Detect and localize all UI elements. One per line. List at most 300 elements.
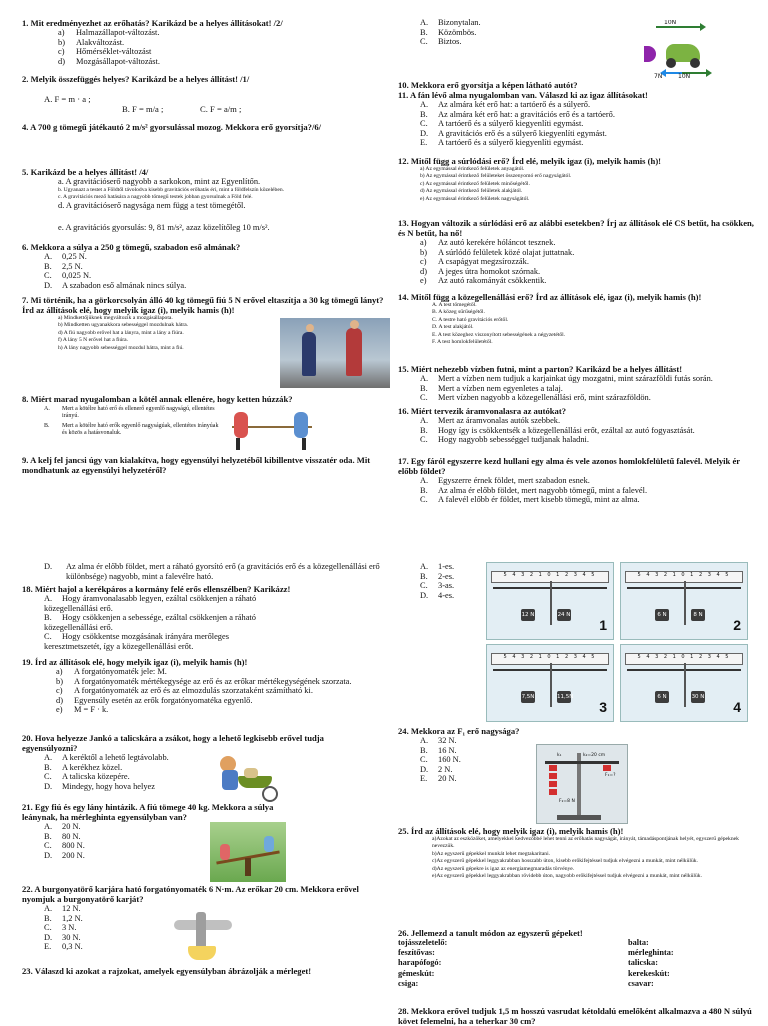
option-letter: B. (44, 913, 52, 923)
car-forces-illustration (636, 20, 716, 82)
q21-option-4 (22, 851, 392, 861)
q11-option-4 (398, 129, 758, 139)
q26-item: talicska: (628, 958, 658, 968)
option-letter: C. (44, 772, 52, 782)
q26-left-list (398, 938, 447, 989)
q6-option-2 (22, 262, 392, 272)
q11-option-5 (398, 138, 758, 148)
option-text: Hogy áramvonalasabb legyen, ezáltal csökkenjen a ráható közegellenállási erő. (44, 594, 257, 613)
question-19-options (22, 667, 392, 715)
option-letter: b) (420, 247, 427, 257)
option-text: 30 N. (62, 932, 81, 942)
option-letter: D. (420, 590, 429, 600)
option-letter: C. (44, 632, 52, 642)
option-text: Hőmérséklet-változást (76, 47, 152, 57)
question-6 (22, 242, 392, 290)
option-letter: D. (44, 781, 53, 791)
option-text: Alakváltozást. (76, 37, 125, 47)
q12-option-3: c) Az egymással érintkező felületek minőségétől. (420, 180, 530, 187)
balance-panel-4 (620, 644, 748, 722)
option-text: 20 N. (438, 774, 457, 784)
question-14 (398, 292, 758, 346)
q9-option-2 (398, 28, 658, 38)
option-letter: c) (56, 686, 63, 696)
q11-option-2 (398, 110, 758, 120)
option-text: 800 N. (62, 841, 85, 851)
q25-option-3 (398, 858, 762, 865)
tug-of-war-illustration (222, 402, 322, 452)
question-24-text: 24. Mekkora az F₁ erő nagysága? (398, 726, 520, 736)
wheelbarrow-illustration (214, 752, 282, 802)
question-16-text: 16. Miért tervezik áramvonalasra az autókat? (398, 406, 567, 416)
q26-item: kerekeskút: (628, 968, 670, 978)
option-letter: A. (420, 562, 429, 571)
option-letter: b) (432, 850, 437, 857)
option-text: A falevél előbb ér földet, mert kisebb tömegű, mint az alma. (438, 495, 640, 505)
option-text: 1-es. (438, 562, 455, 571)
option-letter: B. (420, 425, 428, 435)
weight-2: 11,5N (557, 691, 571, 703)
question-1 (22, 18, 392, 66)
option-text: 0,3 N. (62, 942, 83, 952)
ruler: 5 4 3 2 1 0 1 2 3 4 5 (625, 653, 743, 665)
q19-option-1 (22, 667, 392, 677)
car-force-top-label: 10N (664, 20, 677, 26)
option-text: A keréktől a lehető legtávolabb. (62, 753, 169, 762)
q7-option-5: h) A lány nagyobb sebességgel mozdul hátra, mint a fiú. (58, 344, 184, 351)
question-13-text: 13. Hogyan változik a súrlódási erő az alábbi esetekben? Írj az állítások elé CS betűt, ha csökken, és N betűt, ha nő! (398, 218, 754, 238)
q17-option-2 (398, 486, 762, 496)
question-21-text: 21. Egy fiú és egy lány hintázik. A fiú tömege 40 kg. Mekkora a súlya leánynak, ha mérleghinta egyensúlyban van? (22, 802, 274, 822)
option-text: A súrlódó felületek közé olajat juttatnak. (438, 247, 575, 257)
option-letter: c) (420, 257, 427, 267)
weight-1: 12 N (521, 609, 535, 621)
option-letter: C. (420, 435, 428, 445)
q14-option-2: B. A közeg sűrűségétől. (432, 309, 485, 316)
seesaw-photo (210, 822, 286, 882)
option-text: Azokat az eszközöket, amelyekkel kedvezőbbé lehet tenni az erőhatás nagyságát, irányát, támadáspontjának helyét, egyszerű gépeknek nevezzük. (432, 836, 739, 850)
q26-item: balta: (628, 938, 649, 947)
option-letter: d) (58, 56, 65, 66)
q19-option-4 (22, 696, 392, 706)
option-letter: b) (58, 37, 65, 47)
option-text: Hogy csökkenjen a sebessége, ezáltal csökkenjen a ráható közegellenállási erő. (44, 613, 256, 632)
question-9-options (398, 18, 658, 47)
option-letter: A. (44, 753, 53, 762)
option-text: A forgatónyomaték mértékegysége az erő és az erőkar mértékegységének szorzata. (74, 676, 352, 686)
q26-item: csavar: (628, 978, 654, 988)
question-4-text: 4. A 700 g tömegű játékautó 2 m/s² gyorsulással mozog. Mekkora erő gyorsítja?/6/ (22, 122, 322, 132)
question-25 (398, 826, 762, 880)
option-text: Közömbös. (438, 27, 477, 37)
q17-option-3 (398, 495, 762, 505)
option-letter: A. (420, 476, 429, 485)
q12-option-5: e) Az egymással érintkező felületek nagyságától. (420, 195, 530, 202)
q14-option-1: A. A test tömegétől. (432, 302, 477, 308)
q23-option-3 (398, 581, 478, 591)
q2-option-a: A. F = m · a ; (44, 94, 91, 104)
q5-option-b: b. Ugyanazt a testet a Földtől távolodva kisebb gravitációs erőhatás éri, mint a földfelszín közelében. (58, 186, 285, 193)
question-12-text: 12. Mitől függ a súrlódási erő? Írd elé, melyik igaz (i), melyik hamis (h)! (398, 156, 662, 166)
balance-pivot (684, 663, 686, 707)
q18-option-1 (22, 594, 282, 613)
option-letter: D. (420, 764, 429, 774)
option-text: A forgatónyomaték az erő és az elmozdulás szorzataként számítható ki. (74, 686, 313, 696)
question-21-options (22, 822, 392, 860)
q6-option-4 (22, 281, 392, 291)
option-text: Az alma ér előbb földet, mert nagyobb tömegű, mint a falevél. (438, 485, 648, 495)
option-text: 200 N. (62, 850, 85, 860)
q13-option-3 (398, 257, 762, 267)
weight-2: 8 N (691, 609, 705, 621)
option-letter: C. (420, 755, 428, 765)
weight-2: 24 N (557, 609, 571, 621)
option-letter: C. (420, 37, 428, 47)
option-text: Bizonytalan. (438, 18, 481, 27)
q6-option-1 (22, 252, 392, 262)
question-23-text: 23. Válaszd ki azokat a rajzokat, amelyek egyensúlyban ábrázolják a mérleget! (22, 966, 312, 976)
question-22-text: 22. A burgonyatörő karjára ható forgatónyomaték 6 N·m. Az erőkar 20 cm. Mekkora erővel nyomjuk a burgonyatörő karját? (22, 884, 359, 904)
option-text: 0,025 N. (62, 271, 92, 281)
q1-option-1 (22, 28, 392, 38)
question-15-options (398, 374, 762, 403)
option-text: Egyensúly esetén az erők forgatónyomatéka egyenlő. (74, 695, 253, 705)
q16-option-3 (398, 435, 762, 445)
question-19 (22, 657, 392, 715)
option-letter: E. (420, 138, 428, 148)
option-letter: A. (420, 18, 429, 27)
option-letter: B. (44, 613, 52, 623)
question-12-options (398, 166, 758, 203)
lever-k2-label: k₂=20 cm (583, 753, 606, 758)
option-letter: b) (56, 676, 63, 686)
option-text: 3 N. (62, 923, 77, 933)
question-9-text: 9. A kelj fel jancsi úgy van kialakítva, hogy egyensúlyi helyzetéből kibillentve visszatér oda. Mit mondhatunk az egyensúlyi helyzetéről? (22, 455, 371, 475)
q15-option-2 (398, 384, 762, 394)
q7-option-2: b) Mindketten ugyanakkora sebességgel mozdulnak hátra. (58, 322, 189, 329)
q11-option-1 (398, 100, 758, 110)
balance-panel-3 (486, 644, 614, 722)
option-letter: B. (44, 831, 52, 841)
option-letter: D. (44, 850, 53, 860)
option-text: A csapágyat megzsírozzák. (438, 257, 529, 267)
lever-f2-label: F₂=8 N (559, 799, 575, 804)
option-text: A jeges útra homokot szórnak. (438, 266, 541, 276)
q11-option-3 (398, 119, 758, 129)
option-text: 12 N. (62, 904, 81, 913)
q2-option-c: C. F = a/m ; (200, 104, 242, 114)
balance-pivot (550, 663, 552, 707)
car-force-left-label: 7N (654, 73, 663, 80)
question-10 (398, 80, 758, 90)
question-2-text: 2. Melyik összefüggés helyes? Karikázd be a helyes állítást! /1/ (22, 74, 250, 84)
question-15 (398, 364, 762, 403)
question-19-text: 19. Írd az állítások elé, hogy melyik igaz (i), melyik hamis (h)! (22, 657, 248, 667)
panel-number: 1 (599, 617, 607, 633)
option-letter: c) (58, 47, 65, 57)
question-15-text: 15. Miért nehezebb vízben futni, mint a parton? Karikázd be a helyes állítást! (398, 364, 683, 374)
question-23 (22, 966, 392, 976)
q12-option-1: a) Az egymással érintkező felületek anyagától. (420, 166, 525, 172)
q21-option-1 (22, 822, 392, 832)
option-text: 2 N. (438, 764, 453, 774)
option-text: Az almára két erő hat: a tartóerő és a súlyerő. (438, 100, 591, 109)
option-text: Az egyszerű gépekkel munkát lehet megtakarítani. (436, 850, 551, 857)
ruler: 5 4 3 2 1 0 1 2 3 4 5 (625, 571, 743, 583)
option-text: Mert a vízben nem egyenletes a talaj. (438, 383, 563, 393)
option-text: Halmazállapot-változást. (76, 28, 160, 37)
q8-option-b-letter: B. (44, 422, 50, 429)
option-text: A tartóerő és a súlyerő kiegyenlíti egymást. (438, 138, 584, 148)
question-11-text: 11. A fán lévő alma nyugalomban van. Válaszd ki az igaz állításokat! (398, 90, 648, 100)
q21-option-3 (22, 841, 392, 851)
q1-option-3 (22, 47, 392, 57)
q26-item: harapófogó: (398, 958, 442, 968)
q23-option-4 (398, 591, 478, 601)
option-letter: B. (420, 109, 428, 119)
q14-option-4: D. A test alakjától. (432, 324, 474, 331)
lever-f1-label: F₁=? (605, 773, 616, 778)
question-9 (22, 455, 392, 475)
q8-option-a-letter: A. (44, 406, 50, 412)
weight-1: 7,5N (521, 691, 535, 703)
option-letter: A. (420, 374, 429, 383)
q9-option-1 (398, 18, 658, 28)
option-text: 20 N. (62, 822, 81, 831)
option-letter: B. (44, 762, 52, 772)
balance-pivot (684, 581, 686, 625)
q20-option-1 (22, 753, 392, 763)
option-text: Mert vízben nagyobb a közegellenállási erő, mint szárazföldön. (438, 393, 651, 403)
q2-option-b: B. F = m/a ; (122, 104, 164, 114)
option-letter: E. (420, 774, 428, 784)
lever-figure (536, 744, 628, 824)
option-letter: a) (432, 836, 437, 842)
option-letter: B. (420, 27, 428, 37)
question-14-text: 14. Mitől függ a közegellenállási erő? Írd az állítások elé, igaz (i), melyik hamis (h)! (398, 292, 702, 302)
option-text: M = F · k. (74, 705, 109, 715)
option-text: Mozgásállapot-változást. (76, 56, 160, 66)
q20-option-2 (22, 763, 392, 773)
q19-option-3 (22, 686, 392, 696)
q13-option-5 (398, 276, 762, 286)
q19-option-5 (22, 705, 392, 715)
option-text: 160 N. (438, 755, 461, 765)
option-text: 1,2 N. (62, 913, 83, 923)
q16-option-2 (398, 426, 762, 436)
q23-option-1 (398, 562, 478, 572)
option-letter: D. (44, 932, 53, 942)
q12-option-4: d) Az egymással érintkező felületek alakjától. (420, 188, 523, 195)
option-letter: A. (44, 904, 53, 913)
q25-option-5 (398, 873, 762, 880)
q17-d-letter: D. (44, 562, 53, 571)
q5-option-e: e. A gravitációs gyorsulás: 9, 81 m/s², azaz közelítőleg 10 m/s². (58, 223, 270, 232)
question-7-text: 7. Mi történik, ha a görkorcsolyán álló 40 kg tömegű fiú 5 N erővel eltaszítja a 30 kg tömegű lányt? Írd az állítások elé, hogy melyik igaz (i), melyik hamis (h)! (22, 295, 384, 315)
q8-option-b: Mert a kötélre ható erők egyenlő nagyságúak, ellentétes irányúak és közös a hatásvonaluk. (62, 422, 219, 437)
option-letter: d) (420, 266, 427, 276)
option-letter: A. (44, 252, 53, 261)
question-20-options (22, 753, 392, 791)
option-text: A talicska közepére. (62, 772, 130, 782)
option-text: 80 N. (62, 831, 81, 841)
option-letter: e) (420, 276, 427, 286)
question-8-text: 8. Miért marad nyugalomban a kötél annak ellenére, hogy ketten húzzák? (22, 394, 293, 404)
q25-option-4 (398, 866, 762, 873)
q7-option-4: f) A lány 5 N erővel hat a fiúra. (58, 337, 129, 344)
question-14-options (398, 302, 758, 346)
option-text: Mindegy, hogy hova helyez (62, 781, 155, 791)
question-1-options (22, 28, 392, 66)
option-text: Hogy így is csökkentsék a közegellenállási erőt, ezáltal az autó fogyasztását. (438, 425, 695, 435)
question-1-text: 1. Mit eredményezhet az erőhatás? Karikázd be a helyes állításokat! /2/ (22, 18, 283, 28)
option-letter: C. (44, 923, 52, 933)
q1-option-4 (22, 57, 392, 67)
balance-panel-1 (486, 562, 614, 640)
question-21 (22, 802, 392, 860)
question-5-text: 5. Karikázd be a helyes állítást! /4/ (22, 167, 149, 177)
q5-option-a: a. A gravitációserő nagyobb a sarkokon, mint az Egyenlítőn. (58, 177, 261, 186)
q5-option-d: d. A gravitációserő nagysága nem függ a test tömegétől. (58, 201, 246, 211)
panel-number: 2 (733, 617, 741, 633)
option-text: Az autó kerekére hóláncot tesznek. (438, 238, 556, 247)
question-6-text: 6. Mekkora a súlya a 250 g tömegű, szabadon eső almának? (22, 242, 241, 252)
weight-2: 30 N (691, 691, 705, 703)
q17-option-1 (398, 476, 762, 486)
ruler: 5 4 3 2 1 0 1 2 3 4 5 (491, 571, 609, 583)
potato-masher-photo (168, 902, 238, 964)
question-16 (398, 406, 762, 445)
option-text: 32 N. (438, 736, 457, 745)
weight-1: 6 N (655, 691, 669, 703)
question-5 (22, 167, 392, 233)
option-text: Biztos. (438, 37, 462, 47)
option-letter: c) (432, 858, 437, 865)
option-letter: a) (58, 28, 65, 37)
option-text: Mert a vízben nem tudjuk a karjainkat úgy mozgatni, mint szárazföldi futás során. (438, 374, 713, 383)
question-28-text: 28. Mekkora erővel tudjuk 1,5 m hosszú vasrudat kétoldalú emelőként alkalmazva a 480 N súlyú követ felemelni, ha a teherkar 30 cm? (398, 1006, 752, 1026)
question-26-text: 26. Jellemezd a tanult módon az egyszerű gépeket! (398, 928, 583, 938)
question-26 (398, 928, 762, 938)
option-text: 2-es. (438, 571, 455, 581)
option-letter: A. (44, 594, 53, 603)
option-letter: B. (420, 485, 428, 495)
q8-option-a: Mert a kötélre ható erő és ellenerő egyenlő nagyságú, ellentétes irányú. (62, 406, 215, 420)
q14-option-6: F. A test homlokfelületétől. (432, 339, 493, 346)
question-18 (22, 584, 392, 652)
question-16-options (398, 416, 762, 445)
q7-option-3: d) A fiú nagyobb erővel hat a lányra, mint a lány a fiúra. (58, 329, 184, 336)
lever-k1-label: k₁ (557, 753, 562, 758)
option-letter: C. (420, 495, 428, 505)
option-text: A szabadon eső almának nincs súlya. (62, 280, 187, 290)
option-text: Az autó rakományát csökkentik. (438, 276, 547, 286)
q26-right-list (628, 938, 674, 989)
car-force-right-label: 10N (678, 73, 691, 80)
option-text: 3-as. (438, 581, 455, 591)
option-text: 16 N. (438, 745, 457, 755)
panel-number: 3 (599, 699, 607, 715)
panel-number: 4 (733, 699, 741, 715)
option-text: Mert az áramvonalas autók szebbek. (438, 416, 561, 425)
question-7-options (22, 315, 222, 352)
option-letter: A. (420, 100, 429, 109)
option-text: Hogy csökkentse mozgásának irányára merőleges keresztmetszetét, így a közegellenállási erőt. (44, 632, 229, 651)
question-23-options (398, 562, 478, 600)
option-letter: d) (56, 695, 63, 705)
option-text: A kerékhez közel. (62, 762, 123, 772)
option-letter: D. (44, 280, 53, 290)
q7-option-1: a) Mindkettőjüknek megváltozik a mozgásállapota. (58, 315, 173, 321)
option-text: A tartóerő és a súlyerő kiegyenlíti egymást. (438, 119, 584, 129)
option-letter: e) (56, 705, 63, 715)
option-letter: B. (420, 745, 428, 755)
question-9-options-block (398, 18, 658, 47)
q16-option-1 (398, 416, 762, 426)
question-11-options (398, 100, 758, 148)
q15-option-1 (398, 374, 762, 384)
weight-1: 6 N (655, 609, 669, 621)
option-text: 2,5 N. (62, 261, 83, 271)
option-letter: C. (44, 271, 52, 281)
option-text: Egyszerre érnek földet, mert szabadon esnek. (438, 476, 590, 485)
skaters-photo (280, 318, 390, 388)
option-letter: a) (420, 238, 427, 247)
q25-option-1 (398, 836, 762, 851)
option-letter: A. (44, 822, 53, 831)
q20-option-3 (22, 772, 392, 782)
question-13-options (398, 238, 762, 286)
q26-item: gémeskút: (398, 968, 435, 978)
q9-option-3 (398, 37, 658, 47)
option-letter: E. (44, 942, 52, 952)
q19-option-2 (22, 677, 392, 687)
question-12 (398, 156, 758, 203)
question-20-text: 20. Hova helyezze Jankó a talicskára a zsákot, hogy a lehető legkisebb erővel tudja egyensúlyozni? (22, 733, 324, 753)
q14-option-3: C. A testre ható gravitációs erőtől. (432, 316, 509, 323)
option-letter: B. (420, 383, 428, 393)
q20-option-4 (22, 782, 392, 792)
question-6-options (22, 252, 392, 290)
option-letter: C. (420, 393, 428, 403)
question-2 (22, 74, 392, 114)
option-letter: C. (420, 581, 428, 591)
option-letter: C. (44, 841, 52, 851)
q13-option-4 (398, 267, 762, 277)
question-13 (398, 218, 762, 286)
option-letter: A. (420, 416, 429, 425)
q26-item: mérleghinta: (628, 948, 674, 958)
q26-item: feszítővas: (398, 948, 435, 958)
option-text: 4-es. (438, 590, 455, 600)
option-text: A gravitációs erő és a súlyerő kiegyenlíti egymást. (438, 128, 607, 138)
q15-option-3 (398, 393, 762, 403)
q14-option-5: E. A test közeghez viszonyított sebességének a négyzetétől. (432, 331, 566, 338)
q5-option-c: c. A gravitációs mező hatására a nagyobb tömegű testek jobban gyorsulnak a Föld felé. (58, 194, 253, 200)
option-text: A forgatónyomaték jele: M. (74, 667, 167, 676)
question-25-options (398, 836, 762, 880)
option-letter: B. (420, 571, 428, 581)
question-18-options (22, 594, 282, 652)
option-letter: a) (56, 667, 63, 676)
option-letter: D. (420, 128, 429, 138)
q26-item: csiga: (398, 978, 419, 988)
ruler: 5 4 3 2 1 0 1 2 3 4 5 (491, 653, 609, 665)
question-11 (398, 90, 758, 148)
question-4 (22, 122, 402, 132)
question-17-text: 17. Egy fáról egyszerre kezd hullani egy alma és vele azonos homlokfelületű falevél. Melyik ér előbb földet? (398, 456, 740, 476)
q13-option-1 (398, 238, 762, 248)
